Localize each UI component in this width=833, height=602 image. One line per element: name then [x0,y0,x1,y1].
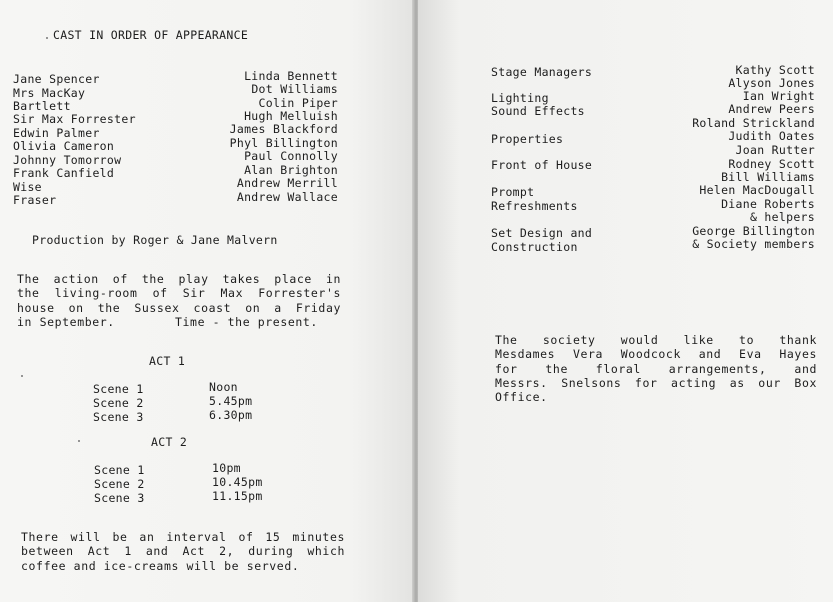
character-name: Bartlett [13,99,71,113]
crew-name: Alyson Jones [728,76,815,90]
scene-time: 6.30pm [209,408,253,422]
crew-role: Front of House [491,158,593,172]
thanks-line: Messrs. Snelsons for acting as our Box [495,375,817,390]
crew-name: Roland Strickland [692,116,815,130]
paper-speck [46,37,48,39]
thanks-line: for the floral arrangements, and [495,361,817,376]
crew-name: Helen MacDougall [699,183,815,197]
act-title: ACT 2 [151,435,188,449]
crew-role: Prompt [491,185,535,199]
crew-role: Set Design and [491,226,593,240]
actor-name: Dot Williams [251,82,338,96]
crew-name: Rodney Scott [728,157,815,171]
actor-name: Linda Bennett [244,69,338,83]
crew-role: Properties [491,132,564,146]
character-name: Frank Canfield [13,166,115,180]
crew-name: Kathy Scott [735,63,815,77]
crew-role: Sound Effects [491,104,585,118]
cast-heading: CAST IN ORDER OF APPEARANCE [53,28,249,42]
crew-name: Joan Rutter [735,143,815,157]
scene-time: 11.15pm [212,489,263,503]
crew-role: Stage Managers [491,65,593,79]
setting-line: The action of the play takes place in [17,272,341,286]
thanks-line: Office. [495,390,548,405]
scene-label: Scene 3 [94,491,145,505]
character-name: Sir Max Forrester [13,112,136,126]
crew-name: Andrew Peers [728,102,815,116]
scene-time: 10.45pm [212,475,263,489]
scene-label: Scene 2 [94,477,145,491]
thanks-line: Mesdames Vera Woodcock and Eva Hayes [495,347,817,362]
character-name: Johnny Tomorrow [13,153,122,167]
paper-speck [21,375,23,377]
actor-name: Paul Connolly [244,149,338,163]
character-name: Mrs MacKay [13,86,86,100]
interval-line: There will be an interval of 15 minutes [21,530,345,544]
scene-label: Scene 3 [93,410,144,424]
interval-paragraph [21,530,345,573]
character-name: Fraser [13,193,57,207]
production-credit: Production by Roger & Jane Malvern [32,233,278,247]
crew-name: Diane Roberts [721,197,815,211]
setting-line: in September. Time - the present. [17,314,318,329]
character-name: Edwin Palmer [13,126,100,140]
crew-name: Judith Oates [728,129,815,143]
actor-name: Andrew Wallace [236,190,338,204]
actor-name: James Blackford [229,122,338,136]
crew-name: & helpers [749,210,815,224]
actor-name: Hugh Melluish [244,109,338,123]
setting-line: the living-room of Sir Max Forrester's [17,286,341,301]
right-page [418,0,833,602]
crew-name: Bill Williams [721,170,815,184]
act-title: ACT 1 [149,354,186,368]
actor-name: Alan Brighton [244,163,338,177]
character-name: Jane Spencer [13,72,100,86]
left-page [0,0,414,602]
interval-line: between Act 1 and Act 2, during which [21,544,345,559]
scene-label: Scene 1 [93,382,144,396]
actor-name: Colin Piper [258,96,338,110]
actor-name: Andrew Merrill [236,176,338,190]
scene-time: Noon [209,380,238,394]
setting-paragraph [17,272,341,329]
character-name: Olivia Cameron [13,139,115,153]
interval-line: coffee and ice-creams will be served. [21,558,300,573]
paper-speck [78,440,80,442]
crew-name: George Billington [692,224,815,238]
crew-name: & Society members [692,237,815,251]
scene-label: Scene 1 [94,463,145,477]
crew-role: Construction [491,240,578,254]
scene-time: 5.45pm [209,394,253,408]
scene-label: Scene 2 [93,396,144,410]
crew-role: Refreshments [491,199,578,213]
crew-name: Ian Wright [742,89,815,103]
crew-role: Lighting [491,91,549,105]
character-name: Wise [13,180,42,194]
thanks-line: The society would like to thank [495,333,817,347]
actor-name: Phyl Billington [229,136,338,150]
thanks-paragraph [495,333,817,404]
setting-line: house on the Sussex coast on a Friday [17,300,341,315]
scene-time: 10pm [212,461,241,475]
